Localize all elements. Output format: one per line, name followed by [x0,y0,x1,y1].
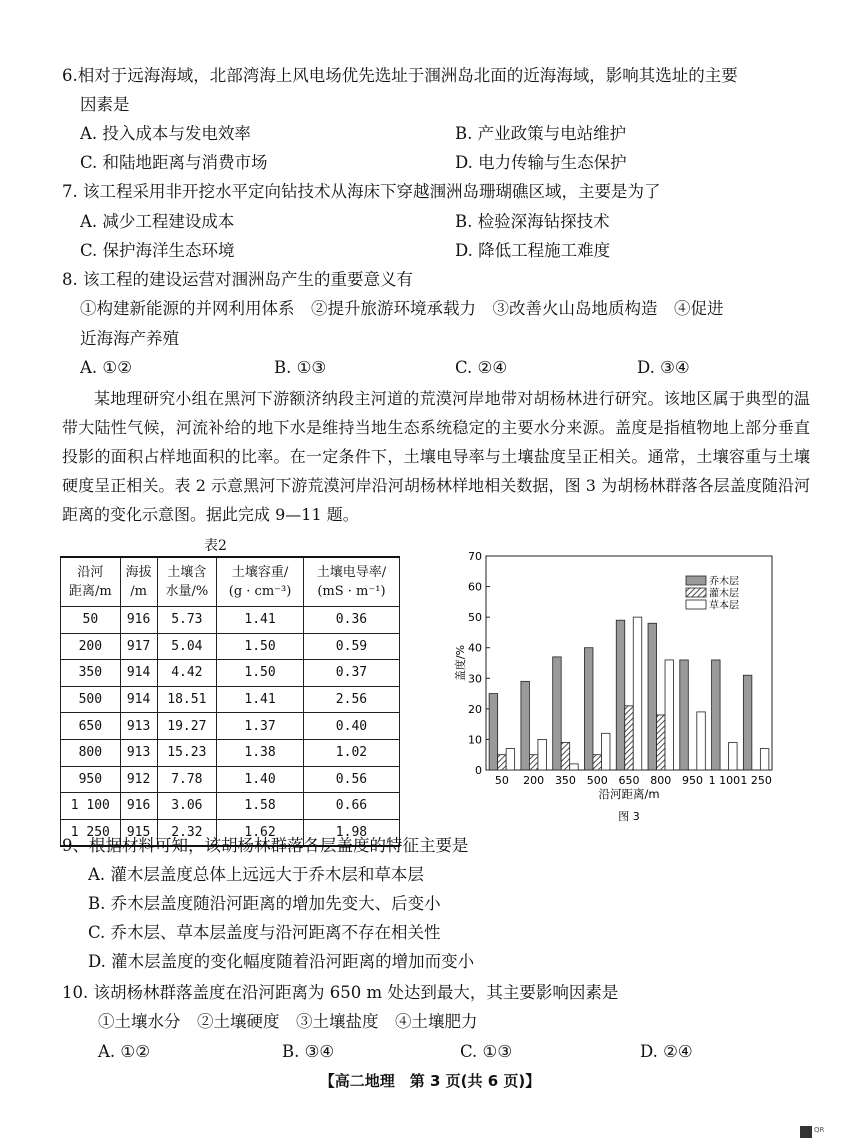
bar-乔木层 [553,657,562,770]
bar-草本层 [633,617,642,770]
bar-草本层 [506,749,515,770]
bar-乔木层 [616,620,625,770]
x-tick-label: 950 [682,774,704,787]
bar-灌木层 [657,715,666,770]
table-row [61,607,400,634]
table-cell: 800 [61,739,121,766]
q7-option-a: A. 减少工程建设成本 [80,212,235,231]
bar-灌木层 [561,742,570,770]
q6-option-b: B. 产业政策与电站维护 [455,124,627,143]
q7-stem: 7. 该工程采用非开挖水平定向钻技术从海床下穿越涠洲岛珊瑚礁区域，主要是为了 [62,182,661,201]
q9-option-a: A. 灌木层盖度总体上远远大于乔木层和草本层 [88,865,424,884]
y-tick-label: 0 [475,764,482,777]
legend-swatch [686,576,706,585]
bar-灌木层 [529,755,538,770]
table-header-bulk-density: 土壤容重/ (g · cm⁻³) [217,557,304,607]
table-cell: 1.41 [217,607,304,634]
legend-label: 乔木层 [709,576,739,588]
table-row [61,793,400,820]
table-cell: 0.56 [303,766,399,793]
bar-灌木层 [593,755,602,770]
x-tick-label: 1 100 [708,774,741,787]
table-cell: 914 [120,660,157,687]
bar-草本层 [570,764,579,770]
table-cell: 5.73 [157,607,217,634]
table-cell: 350 [61,660,121,687]
table-cell: 916 [120,607,157,634]
table-cell: 5.04 [157,633,217,660]
bar-灌木层 [625,706,634,770]
table-cell: 950 [61,766,121,793]
qr-code-icon [800,1126,812,1138]
x-tick-label: 1 250 [740,774,772,787]
table-row [61,633,400,660]
y-tick-label: 20 [468,702,482,716]
table-cell: 50 [61,607,121,634]
q9-option-b: B. 乔木层盖度随沿河距离的增加先变大、后变小 [88,894,441,913]
bar-灌木层 [498,755,507,770]
y-tick-label: 10 [468,733,482,747]
table-cell: 1.50 [217,660,304,687]
q7-option-c: C. 保护海洋生态环境 [80,241,235,260]
table-cell: 0.66 [303,793,399,820]
x-axis-label: 沿河距离/m [598,787,660,801]
bar-乔木层 [648,623,657,770]
bar-乔木层 [712,660,721,770]
q9-option-d: D. 灌木层盖度的变化幅度随着沿河距离的增加而变小 [88,952,475,971]
table-row [61,686,400,713]
q6-option-a: A. 投入成本与发电效率 [80,124,251,143]
x-tick-label: 500 [586,774,608,787]
y-tick-label: 50 [468,611,482,625]
table-cell: 7.78 [157,766,217,793]
y-axis-label: 盖度/% [454,644,467,682]
table-cell: 912 [120,766,157,793]
table-cell: 1.37 [217,713,304,740]
table-header-conductivity: 土壤电导率/ (mS · m⁻¹) [303,557,399,607]
table-row [61,660,400,687]
q8-items-line2: 近海海产养殖 [80,329,179,348]
x-tick-label: 200 [523,774,545,787]
table-cell: 1.62 [217,819,304,846]
table-cell: 1.40 [217,766,304,793]
watermark-text: QR [814,1126,825,1134]
q8-option-a: A. ①② [80,358,132,377]
bar-乔木层 [489,694,498,770]
q8-stem: 8. 该工程的建设运营对涠洲岛产生的重要意义有 [62,270,413,289]
material-text: 某地理研究小组在黑河下游额济纳段主河道的荒漠河岸地带对胡杨林进行研究。该地区属于典型的温带大陆性气候，河流补给的地下水是维持当地生态系统稳定的主要水分来源。盖度是指植物地上部分垂直投影的面积占样地面积的比率。在一定条件下，土壤电导率与土壤盐度呈正相关。通常，土壤容重与土壤硬度呈正相关。表 2 示意黑河下游荒漠河岸沿河胡杨林样地相关数据，图 3 为胡杨林群落各层盖度随沿河距离的变化示意图。据此完成 9—11 题。 [62,389,810,524]
figure-caption: 图 3 [618,810,640,823]
bar-乔木层 [584,648,593,770]
table-cell: 917 [120,633,157,660]
q10-option-c: C. ①③ [460,1042,513,1061]
legend-swatch [686,588,706,597]
q10-items: ①土壤水分 ②土壤硬度 ③土壤盐度 ④土壤肥力 [98,1012,478,1031]
table-cell: 18.51 [157,686,217,713]
bar-乔木层 [743,675,752,770]
table-header-elevation: 海拔 /m [120,557,157,607]
q9-option-c: C. 乔木层、草本层盖度与沿河距离不存在相关性 [88,923,441,942]
table-cell: 0.36 [303,607,399,634]
table-row [61,766,400,793]
q8-option-d: D. ③④ [637,358,690,377]
x-tick-label: 800 [650,774,672,787]
table-cell: 1.38 [217,739,304,766]
table-cell: 0.59 [303,633,399,660]
x-tick-label: 350 [554,774,576,787]
table-row [61,713,400,740]
bar-乔木层 [521,681,530,770]
q10-stem: 10. 该胡杨林群落盖度在沿河距离为 650 m 处达到最大，其主要影响因素是 [62,983,619,1002]
q6-option-d: D. 电力传输与生态保护 [455,153,627,172]
table-cell: 1 100 [61,793,121,820]
q7-option-d: D. 降低工程施工难度 [455,241,611,260]
y-tick-label: 30 [468,672,482,686]
table-2 [60,556,400,847]
figure-3-bar-chart [446,548,786,828]
material-paragraph [62,384,810,529]
table-cell: 2.32 [157,819,217,846]
table-header-moisture: 土壤含 水量/% [157,557,217,607]
legend-swatch [686,600,706,609]
q6-stem-line2: 因素是 [80,95,130,114]
table-cell: 15.23 [157,739,217,766]
bar-草本层 [697,712,706,770]
q8-items-line1: ①构建新能源的并网利用体系 ②提升旅游环境承载力 ③改善火山岛地质构造 ④促进 [80,299,724,318]
bar-草本层 [601,733,610,770]
table-cell: 1 250 [61,819,121,846]
q7-option-b: B. 检验深海钻探技术 [455,212,610,231]
q8-option-b: B. ①③ [274,358,327,377]
table-row [61,739,400,766]
y-tick-label: 40 [468,641,482,655]
x-tick-label: 650 [618,774,640,787]
table-cell: 200 [61,633,121,660]
table-cell: 0.37 [303,660,399,687]
y-tick-label: 70 [468,550,482,563]
q6-stem-line1: 6.相对于远海海域，北部湾海上风电场优先选址于涠洲岛北面的近海海域，影响其选址的主要 [62,66,738,85]
table-cell: 916 [120,793,157,820]
table-caption: 表2 [204,538,227,554]
table-cell: 2.56 [303,686,399,713]
table-cell: 915 [120,819,157,846]
table-cell: 1.58 [217,793,304,820]
table-header-distance: 沿河 距离/m [61,557,121,607]
q10-option-b: B. ③④ [282,1042,335,1061]
table-cell: 913 [120,739,157,766]
bar-乔木层 [680,660,689,770]
page-footer: 【高二地理 第 3 页(共 6 页)】 [319,1072,541,1090]
y-tick-label: 60 [468,580,482,594]
x-tick-label: 50 [494,774,509,787]
table-cell: 914 [120,686,157,713]
table-cell: 3.06 [157,793,217,820]
bar-草本层 [760,749,769,770]
q8-option-c: C. ②④ [455,358,508,377]
table-cell: 1.02 [303,739,399,766]
table-cell: 19.27 [157,713,217,740]
legend-label: 灌木层 [709,588,739,600]
bar-草本层 [665,660,674,770]
q9-stem: 9、根据材料可知，该胡杨林群落各层盖度的特征主要是 [62,836,469,855]
q10-option-a: A. ①② [98,1042,150,1061]
table-cell: 1.50 [217,633,304,660]
table-cell: 0.40 [303,713,399,740]
table-cell: 650 [61,713,121,740]
bar-草本层 [538,739,547,770]
q10-option-d: D. ②④ [640,1042,693,1061]
table-cell: 4.42 [157,660,217,687]
table-cell: 1.98 [303,819,399,846]
table-cell: 500 [61,686,121,713]
table-cell: 913 [120,713,157,740]
legend-label: 草本层 [709,600,739,612]
q6-option-c: C. 和陆地距离与消费市场 [80,153,268,172]
table-cell: 1.41 [217,686,304,713]
bar-草本层 [729,742,738,770]
